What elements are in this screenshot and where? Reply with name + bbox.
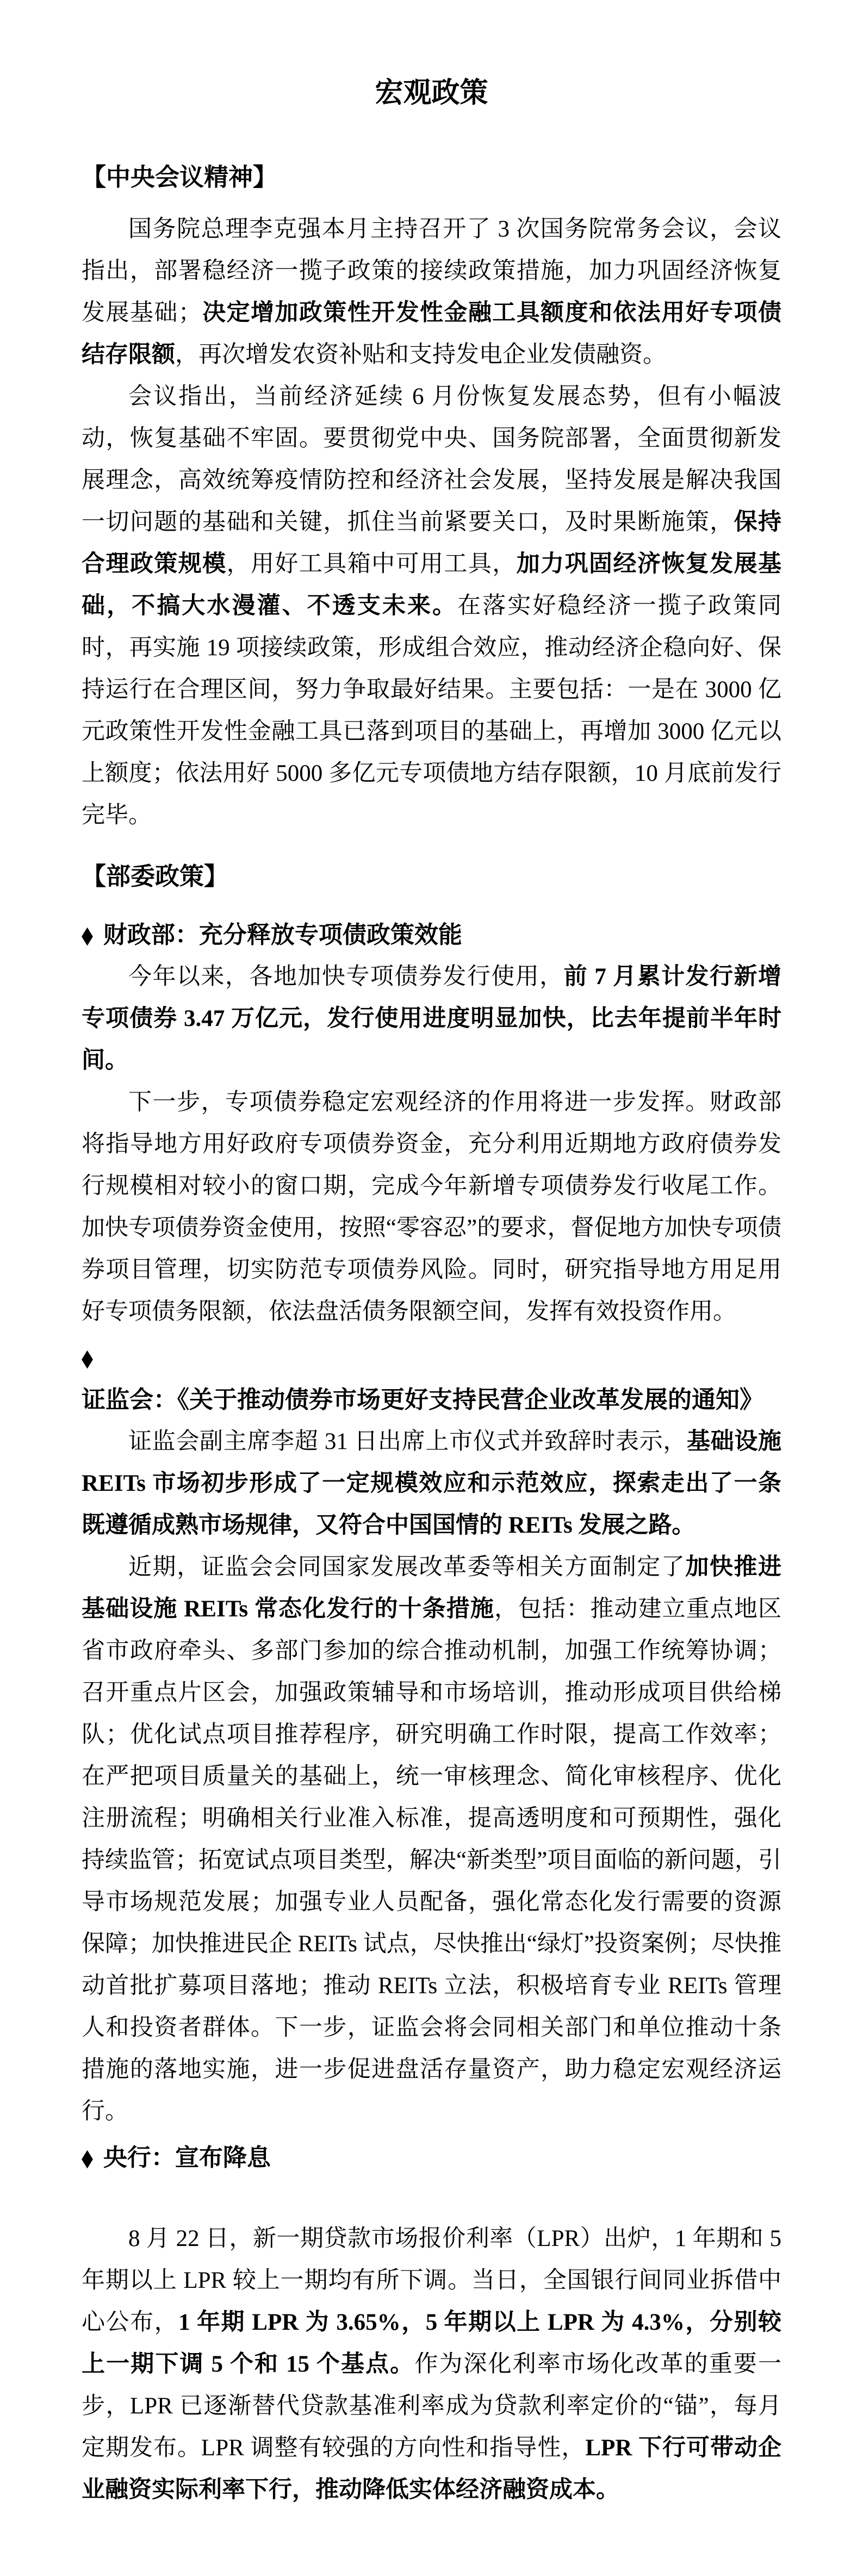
text-run: ，包括：推动建立重点地区省市政府牵头、多部门参加的综合推动机制，加强工作统筹协调；召开重点片区会，加强政策辅导和市场培训，推动形成项目供给梯队；优化试点项目推荐程序，研究明确工作时限，提高工作效率；在严把项目质量关的基础上，统一审核理念、简化审核程序、优化注册流程；明确相关行业准入标准，提高透明度和可预期性，强化持续监管；拓宽试点项目类型，解决“新类型”项目面临的新问题，引导市场规范发展；加强专业人员配备，强化常态化发行需要的资源保障；加快推进民企 REITs 试点，尽快推出“绿灯”投资案例；尽快推动首批扩募项目落地；推动 REITs 立法，积极培育专业 REITs 管理人和投资者群体。下一步，证监会将会同相关部门和单位推动十条措施的落地实施，进一步促进盘活存量资产，助力稳定宏观经济运行。 [82, 1596, 781, 2124]
text-run: 今年以来，各地加快专项债券发行使用， [128, 964, 564, 990]
text-run-bold: 决定增加政策性开发性金融工具额度和依法用好专项债结存限额 [82, 300, 782, 368]
text-run-bold: 基础设施 REITs 市场初步形成了一定规模效应和示范效应，探索走出了一条既遵循成熟市场规律，又符合中国国情的 REITs 发展之路。 [82, 1429, 782, 1538]
paragraph-pboc-lpr [82, 2218, 781, 2511]
text-run: 证监会副主席李超 31 日出席上市仪式并致辞时表示， [128, 1429, 687, 1454]
paragraph-mof-issuance [82, 956, 781, 1081]
section-header-ministry-policies: 【部委政策】 [82, 863, 229, 890]
paragraph-csrc-reits-remarks [82, 1421, 781, 1546]
text-run: ，用好工具箱中可用工具， [226, 551, 517, 577]
text-run-bold: 1 年期 LPR 为 3.65%，5 年期以上 LPR 为 4.3%，分别较上一期下调 5 个和 15 个基点。 [82, 2310, 782, 2377]
paragraph-meeting-points [82, 376, 781, 836]
diamond-bullet-icon: ◆ [82, 922, 93, 948]
text-run: 8 月 22 日，新一期贷款市场报价利率（LPR）出炉，1 年期和 5 年期以上 LPR 较上一期均有所下调。当日，全国银行间同业拆借中心公布， [82, 2226, 781, 2335]
subsection-title-csrc: 证监会：《关于推动债券市场更好支持民营企业改革发展的通知》 [82, 1386, 763, 1413]
text-run-bold: 加力巩固经济恢复发展基础，不搞大水漫灌、不透支未来。 [82, 551, 782, 619]
subsection-heading-csrc [82, 1337, 781, 1421]
text-run: 近期，证监会会同国家发展改革委等相关方面制定了 [128, 1554, 686, 1580]
text-run-bold: 前 7 月累计发行新增专项债券 3.47 万亿元，发行使用进度明显加快，比去年提前半年时间。 [82, 964, 782, 1073]
text-run-bold: 保持合理政策规模 [82, 509, 782, 577]
paragraph-state-council-meetings [82, 208, 781, 376]
text-run: 下一步，专项债券稳定宏观经济的作用将进一步发挥。财政部将指导地方用好政府专项债券资金，充分利用近期地方政府债券发行规模相对较小的窗口期，完成今年新增专项债券发行收尾工作。加快专项债券资金使用，按照“零容忍”的要求，督促地方加快专项债券项目管理，切实防范专项债券风险。同时，研究指导地方用足用好专项债务限额，依法盘活债务限额空间，发挥有效投资作用。 [82, 1090, 781, 1324]
text-run: 在落实好稳经济一揽子政策同时，再实施 19 项接续政策，形成组合效应，推动经济企稳向好、保持运行在合理区间，努力争取最好结果。主要包括：一是在 3000 亿元政策性开发性金融工具已落到项目的基础上，再增加 3000 亿元以上额度；依法用好 5000 多亿元专项债地方结存限额，10 月底前发行完毕。 [82, 593, 782, 828]
subsection-title-mof: 财政部：充分释放专项债政策效能 [103, 922, 462, 948]
subsection-title-pboc: 央行：宣布降息 [103, 2144, 271, 2171]
page-title: 宏观政策 [375, 78, 488, 109]
section-header-central-meeting: 【中央会议精神】 [82, 164, 278, 191]
text-run: 国务院总理李克强本月主持召开了 3 次国务院常务会议，会议指出，部署稳经济一揽子政策的接续政策措施，加力巩固经济恢复发展基础； [82, 216, 781, 326]
paragraph-csrc-ten-measures [82, 1546, 781, 2132]
text-run-bold: LPR 下行可带动企业融资实际利率下行，推动降低实体经济融资成本。 [82, 2435, 781, 2503]
paragraph-mof-next-steps [82, 1081, 781, 1333]
text-run: ，再次增发农资补贴和支持发电企业发债融资。 [175, 342, 666, 368]
diamond-bullet-icon: ◆ [82, 1345, 93, 1371]
subsection-heading-pboc [82, 2137, 781, 2179]
subsection-heading-mof [82, 914, 781, 956]
text-run-bold: 加快推进基础设施 REITs 常态化发行的十条措施 [82, 1554, 782, 1622]
diamond-bullet-icon: ◆ [82, 2144, 93, 2171]
text-run: 作为深化利率市场化改革的重要一步，LPR 已逐渐替代贷款基准利率成为贷款利率定价的“锚”，每月定期发布。LPR 调整有较强的方向性和指导性， [82, 2351, 782, 2461]
text-run: 会议指出，当前经济延续 6 月份恢复发展态势，但有小幅波动，恢复基础不牢固。要贯彻党中央、国务院部署，全面贯彻新发展理念，高效统筹疫情防控和经济社会发展，坚持发展是解决我国一切问题的基础和关键，抓住当前紧要关口，及时果断施策， [82, 384, 781, 535]
